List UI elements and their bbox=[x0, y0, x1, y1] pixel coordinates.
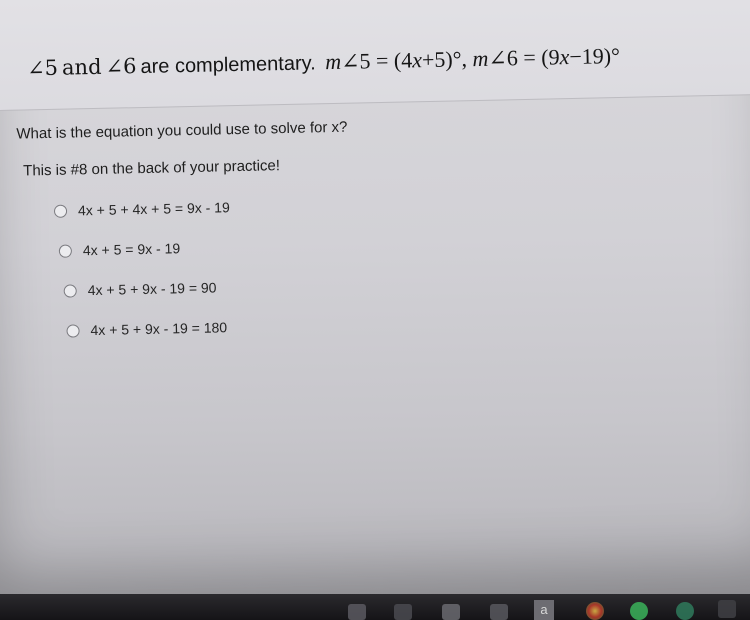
spotify-icon[interactable] bbox=[630, 602, 648, 620]
option-label: 4x + 5 + 9x - 19 = 180 bbox=[90, 319, 228, 339]
text-app-icon[interactable]: a bbox=[534, 600, 554, 620]
equation-text: −19)° bbox=[569, 42, 621, 70]
angle-label: ∠5 bbox=[340, 48, 371, 74]
question-text: What is the equation you could use to solve for x? bbox=[16, 118, 348, 143]
angle-label: ∠6 bbox=[105, 54, 137, 79]
equation-text: = (4 bbox=[375, 47, 413, 74]
equation-two bbox=[472, 43, 620, 71]
measure-symbol: m bbox=[324, 48, 342, 75]
angle-label: ∠6 bbox=[488, 45, 519, 71]
option-label: 4x + 5 + 4x + 5 = 9x - 19 bbox=[77, 199, 230, 219]
note-text: This is #8 on the back of your practice! bbox=[23, 157, 281, 180]
app-icon[interactable] bbox=[718, 600, 736, 618]
radio-button[interactable] bbox=[64, 284, 77, 297]
radio-button[interactable] bbox=[59, 244, 72, 257]
variable: x bbox=[559, 44, 570, 70]
answer-option[interactable] bbox=[64, 279, 217, 298]
equation-text: = (9 bbox=[523, 44, 560, 71]
answer-option[interactable] bbox=[66, 319, 227, 338]
equation-one bbox=[319, 46, 472, 74]
answer-option[interactable] bbox=[54, 199, 230, 219]
equation-text: +5)°, bbox=[421, 46, 468, 73]
option-label: 4x + 5 + 9x - 19 = 90 bbox=[87, 279, 217, 299]
folder-icon[interactable] bbox=[442, 604, 460, 620]
app-icon[interactable] bbox=[394, 604, 412, 620]
option-label: 4x + 5 = 9x - 19 bbox=[82, 240, 181, 259]
app-icon[interactable] bbox=[676, 602, 694, 620]
radio-button[interactable] bbox=[66, 324, 79, 337]
chrome-icon[interactable] bbox=[586, 602, 604, 620]
radio-button[interactable] bbox=[54, 204, 67, 217]
answer-option[interactable] bbox=[59, 240, 181, 259]
measure-symbol: m bbox=[472, 45, 489, 72]
statement-text: are complementary. bbox=[140, 52, 316, 79]
app-icon[interactable] bbox=[348, 604, 366, 620]
angle-label: ∠5 bbox=[26, 55, 59, 81]
and-word: and bbox=[61, 54, 102, 80]
briefcase-icon[interactable] bbox=[490, 604, 508, 620]
variable: x bbox=[411, 47, 423, 73]
